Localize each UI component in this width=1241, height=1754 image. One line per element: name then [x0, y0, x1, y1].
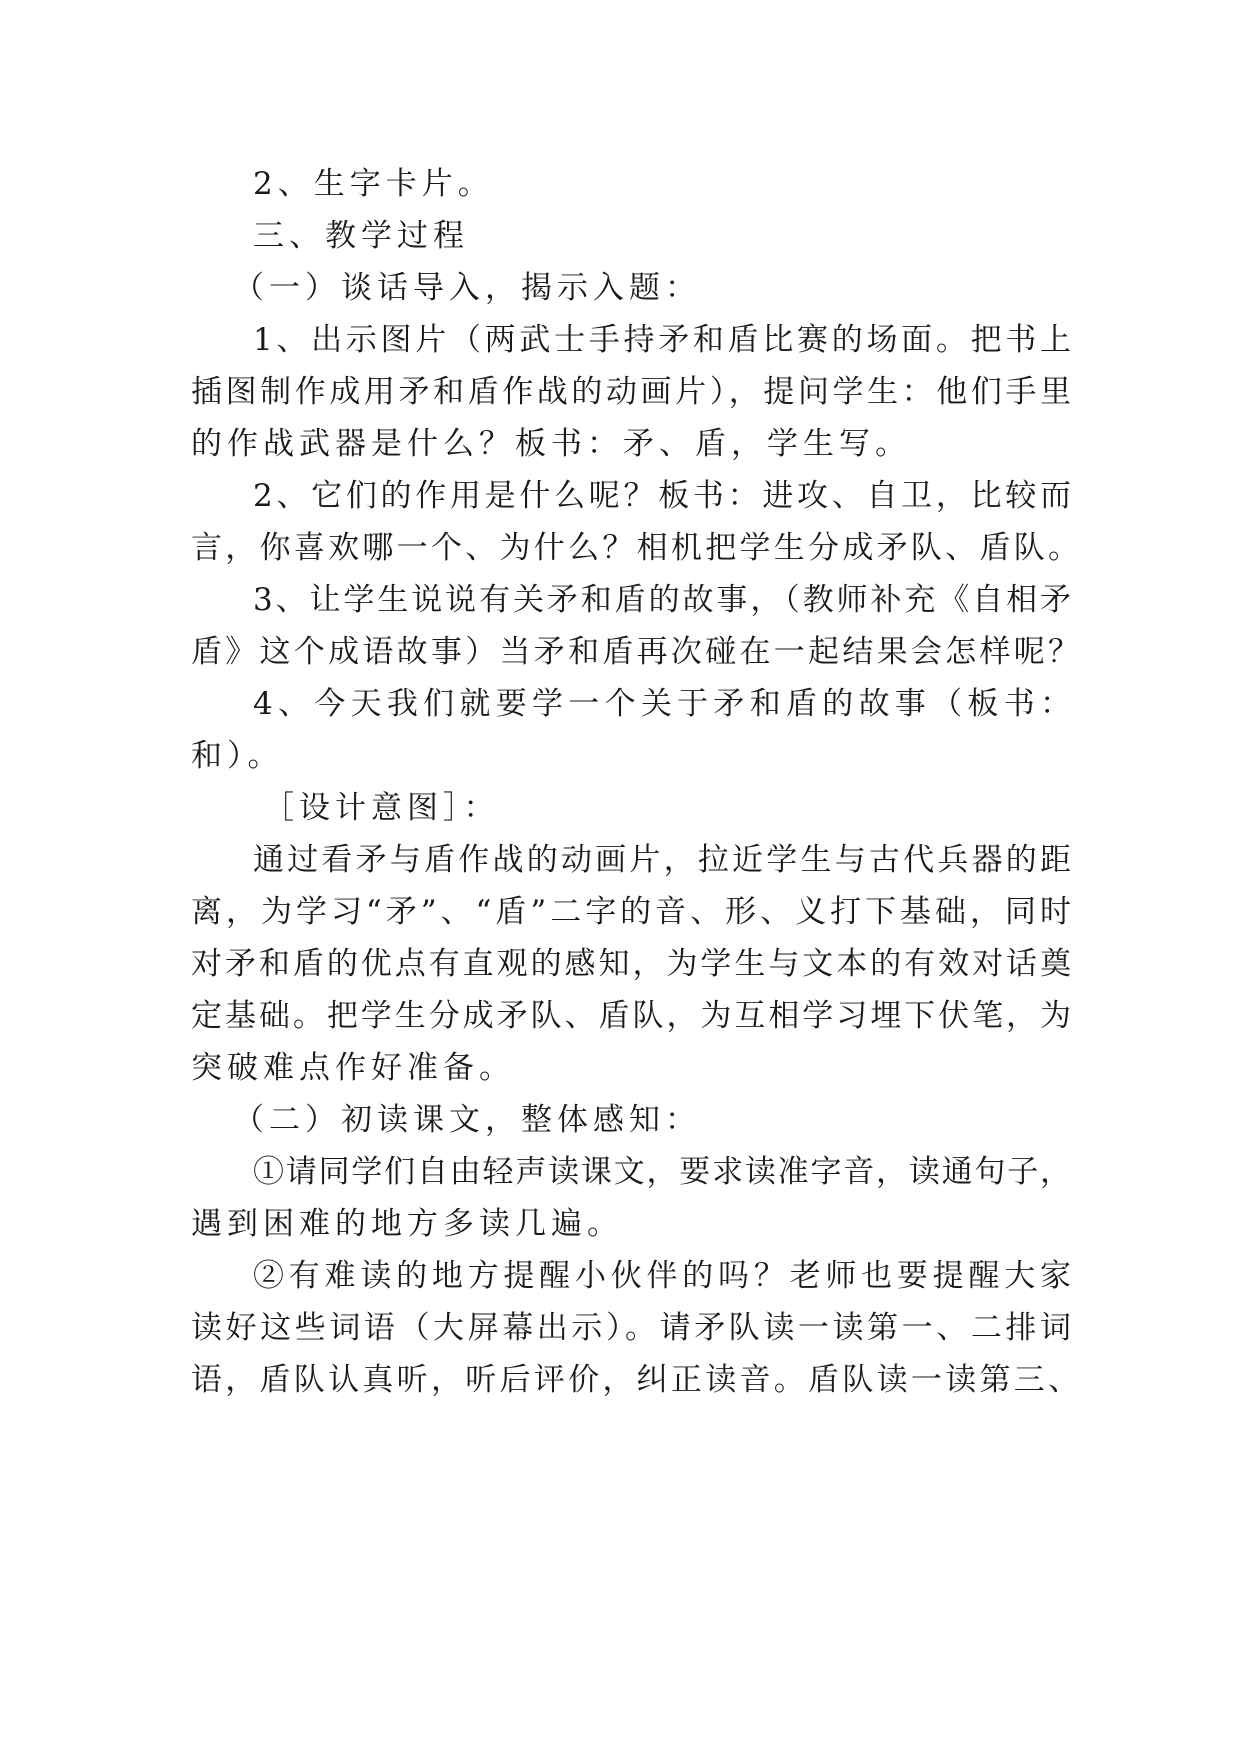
subsection-heading-first-reading: （二）初读课文，整体感知： — [233, 1102, 701, 1138]
paragraph-line: 对矛和盾的优点有直观的感知，为学生与文本的有效对话奠 — [191, 946, 1071, 982]
paragraph-line: 离，为学习“矛”、“盾”二字的音、形、义打下基础，同时 — [191, 894, 1071, 930]
paragraph-line: 定基础。把学生分成矛队、盾队，为互相学习埋下伏笔，为 — [191, 998, 1071, 1034]
paragraph-line: ②有难读的地方提醒小伙伴的吗？老师也要提醒大家 — [253, 1258, 1071, 1294]
paragraph-line: 和）。 — [191, 738, 284, 774]
paragraph-line: 语，盾队认真听，听后评价，纠正读音。盾队读一读第三、 — [191, 1362, 1079, 1398]
paragraph-line: 突破难点作好准备。 — [191, 1050, 515, 1086]
paragraph-line: 遇到困难的地方多读几遍。 — [191, 1206, 623, 1242]
list-item-teaching-aids: 2、生字卡片。 — [253, 166, 494, 202]
subsection-heading-introduction: （一）谈话导入，揭示入题： — [233, 270, 701, 306]
paragraph-line: 3、让学生说说有关矛和盾的故事，（教师补充《自相矛 — [253, 582, 1071, 618]
paragraph-line: 通过看矛与盾作战的动画片，拉近学生与古代兵器的距 — [253, 842, 1071, 878]
design-intent-heading: ［设计意图］： — [263, 790, 500, 826]
paragraph-line: ①请同学们自由轻声读课文，要求读准字音，读通句子， — [253, 1154, 1071, 1190]
paragraph-line: 读好这些词语（大屏幕出示）。请矛队读一读第一、二排词 — [191, 1310, 1071, 1346]
paragraph-line: 1、出示图片（两武士手持矛和盾比赛的场面。把书上 — [253, 322, 1071, 358]
paragraph-line: 的作战武器是什么？板书：矛、盾，学生写。 — [191, 426, 911, 462]
paragraph-line: 插图制作成用矛和盾作战的动画片），提问学生：他们手里 — [191, 374, 1071, 410]
paragraph-line: 盾》这个成语故事）当矛和盾再次碰在一起结果会怎样呢？ — [191, 634, 1079, 670]
paragraph-line: 2、它们的作用是什么呢？板书：进攻、自卫，比较而 — [253, 478, 1071, 514]
paragraph-line: 言，你喜欢哪一个、为什么？相机把学生分成矛队、盾队。 — [191, 530, 1079, 566]
section-heading-teaching-process: 三、教学过程 — [253, 218, 469, 254]
paragraph-line: 4、今天我们就要学一个关于矛和盾的故事（板书： — [253, 686, 1071, 722]
